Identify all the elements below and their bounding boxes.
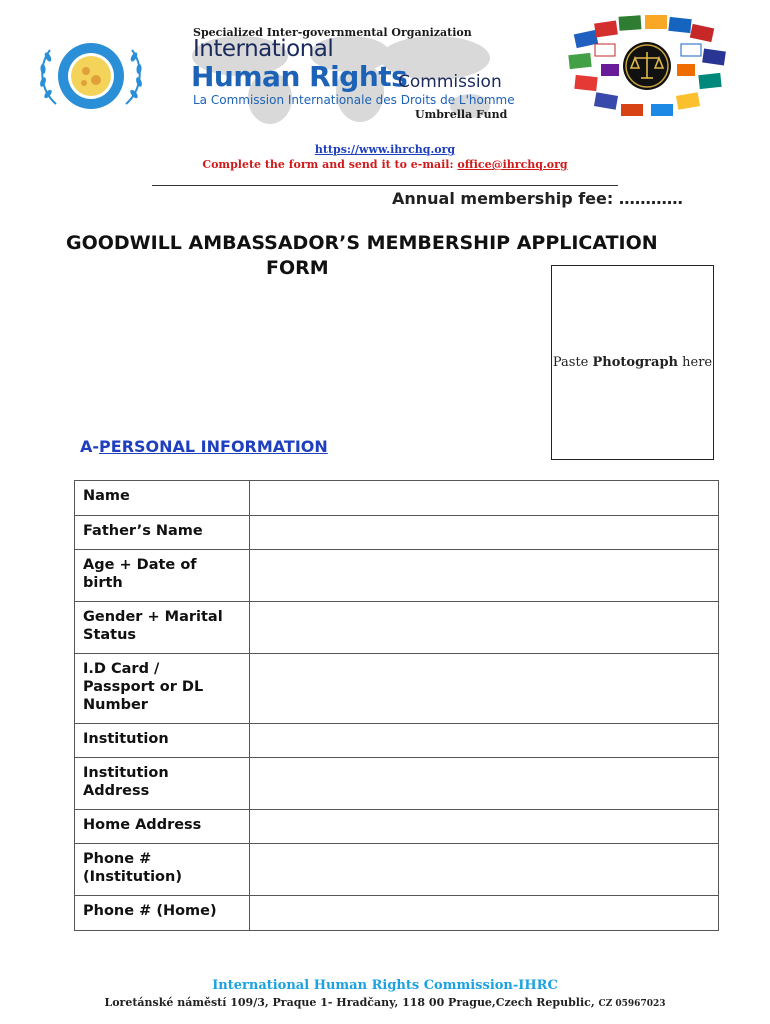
umbrella-fund-text: Umbrella Fund [415,108,508,121]
annual-fee-text: Annual membership fee: ………… [392,189,683,208]
org-name-line1: International [193,36,334,62]
footer-address-text: Loretánské náměstí 109/3, Praque 1- Hradčany, 118 00 Prague,Czech Republic, [104,996,599,1009]
photo-label-prefix: Paste [552,355,593,370]
row-value-field[interactable] [250,550,719,602]
footer-org-name: International Human Rights Commission-IHRC [212,978,558,993]
row-label: Phone # (Institution) [75,844,250,896]
row-label: Gender + Marital Status [75,602,250,654]
row-value-field[interactable] [250,481,719,516]
row-label: Institution Address [75,758,250,810]
table-row [75,602,719,654]
table-row [75,550,719,602]
table-row [75,810,719,844]
row-label: Home Address [75,810,250,844]
section-heading [80,437,328,456]
row-value-field[interactable] [250,896,719,931]
table-row [75,844,719,896]
row-label: I.D Card / Passport or DL Number [75,654,250,724]
form-title-line1: GOODWILL AMBASSADOR’S MEMBERSHIP APPLICATION [66,232,658,254]
footer-registration: CZ 05967023 [598,999,666,1009]
website-link[interactable]: https://www.ihrchq.org [314,143,456,156]
table-row [75,481,719,516]
section-title: PERSONAL INFORMATION [99,437,328,456]
row-value-field[interactable] [250,810,719,844]
org-name-commission: Commission [398,72,502,92]
photo-label-suffix: here [678,355,713,370]
org-type-text: Specialized Inter-governmental Organization [193,26,472,39]
row-label: Phone # (Home) [75,896,250,931]
footer-address [0,996,770,1009]
row-value-field[interactable] [250,602,719,654]
row-label: Institution [75,724,250,758]
personal-info-table [74,480,719,931]
email-link[interactable]: office@ihrchq.org [457,158,568,171]
instruction-prefix: Complete the form and send it to e-mail: [202,158,458,171]
table-row [75,654,719,724]
org-name-french: La Commission Internationale des Droits de L'homme [193,93,515,107]
row-value-field[interactable] [250,654,719,724]
table-row [75,896,719,931]
row-value-field[interactable] [250,758,719,810]
section-prefix: A- [80,437,100,456]
header-divider [152,185,618,186]
un-emblem-logo [34,38,148,114]
photo-placeholder [551,265,714,460]
row-label: Name [75,481,250,516]
row-value-field[interactable] [250,844,719,896]
photo-label-bold: Photograph [592,355,678,370]
photo-placeholder-label [553,355,712,370]
row-value-field[interactable] [250,516,719,550]
table-row [75,516,719,550]
form-title-line2: FORM [266,257,329,279]
flags-justice-scales-logo [565,12,730,124]
row-label: Age + Date of birth [75,550,250,602]
instruction-text [0,158,770,171]
table-row [75,758,719,810]
table-row [75,724,719,758]
row-label: Father’s Name [75,516,250,550]
row-value-field[interactable] [250,724,719,758]
org-name-line2: Human Rights [191,60,408,93]
